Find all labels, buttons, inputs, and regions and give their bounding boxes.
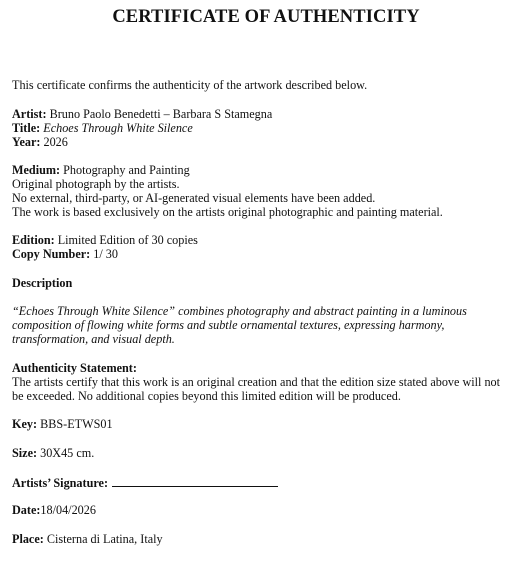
size-line: [12, 446, 94, 460]
size-value: 30X45 cm.: [40, 446, 95, 460]
key-label: Key:: [12, 417, 38, 431]
medium-detail-2: No external, third-party, or AI-generated visual elements have been added.: [12, 191, 376, 205]
description-line-3: transformation, and visual depth.: [12, 332, 175, 346]
signature-blank: [112, 475, 278, 487]
copy-number-label: Copy Number:: [12, 247, 91, 261]
intro-text: This certificate confirms the authenticity of the artwork described below.: [12, 78, 368, 92]
place-line: [12, 532, 163, 546]
title-line: [12, 121, 193, 135]
description-line-2: composition of flowing white forms and subtle ornamental textures, expressing harmony,: [12, 318, 445, 332]
work-title-label: Title:: [12, 121, 41, 135]
date-value: 18/04/2026: [40, 503, 96, 517]
signature-label: Artists’ Signature:: [12, 476, 109, 490]
certificate-title: CERTIFICATE OF AUTHENTICITY: [112, 7, 420, 27]
date-label: Date:: [12, 503, 41, 517]
artist-line: [12, 107, 272, 121]
copy-number-line: [12, 247, 118, 261]
artist-value: Bruno Paolo Benedetti – Barbara S Stamegna: [49, 107, 273, 121]
year-label: Year:: [12, 135, 41, 149]
place-value: Cisterna di Latina, Italy: [46, 532, 163, 546]
edition-line: [12, 233, 198, 247]
signature-line: [12, 475, 278, 490]
date-line: [12, 503, 96, 517]
size-label: Size:: [12, 446, 38, 460]
medium-value: Photography and Painting: [63, 163, 190, 177]
copy-number-value: 1/ 30: [93, 247, 118, 261]
medium-label: Medium:: [12, 163, 61, 177]
authenticity-heading: Authenticity Statement:: [12, 361, 137, 375]
place-label: Place:: [12, 532, 44, 546]
artist-label: Artist:: [12, 107, 47, 121]
year-line: [12, 135, 68, 149]
year-value: 2026: [43, 135, 68, 149]
authenticity-line-2: be exceeded. No additional copies beyond this limited edition will be produced.: [12, 389, 401, 403]
edition-value: Limited Edition of 30 copies: [57, 233, 198, 247]
edition-label: Edition:: [12, 233, 55, 247]
medium-line: [12, 163, 190, 177]
work-title-value: Echoes Through White Silence: [43, 121, 193, 135]
authenticity-line-1: The artists certify that this work is an original creation and that the edition size stated above will not: [12, 375, 501, 389]
key-value: BBS-ETWS01: [40, 417, 113, 431]
description-line-1: “Echoes Through White Silence” combines photography and abstract painting in a luminous: [12, 304, 467, 318]
key-line: [12, 417, 113, 431]
medium-detail-1: Original photograph by the artists.: [12, 177, 180, 191]
description-heading: Description: [12, 276, 73, 290]
medium-detail-3: The work is based exclusively on the artists original photographic and painting material.: [12, 205, 443, 219]
